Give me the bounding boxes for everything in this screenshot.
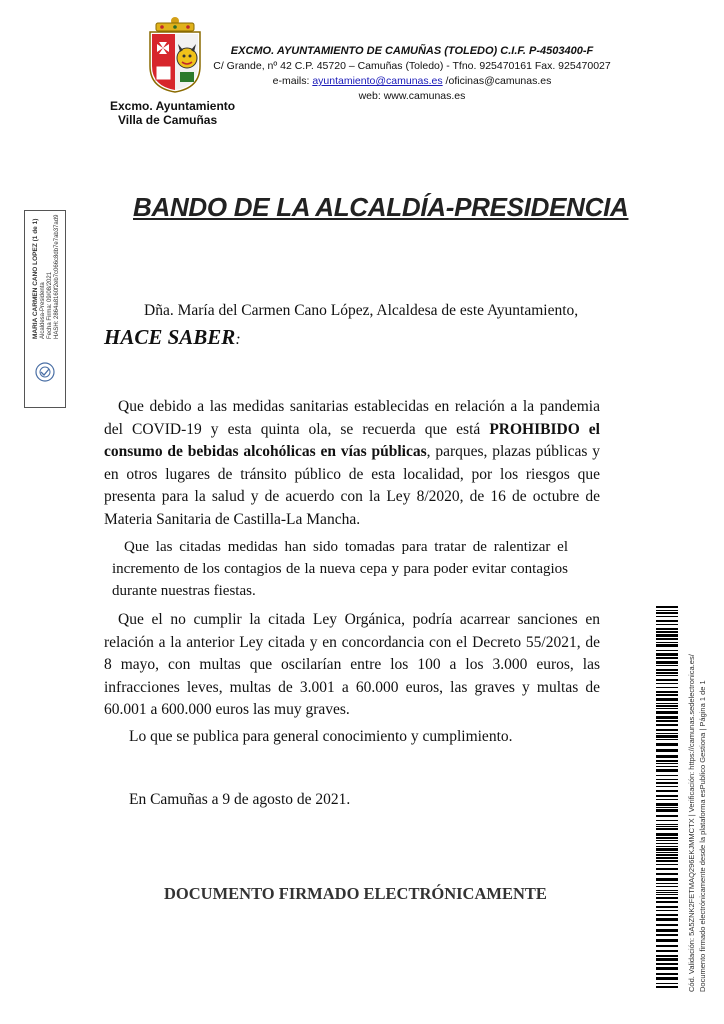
barcode-bar	[656, 840, 678, 841]
signed-statement: DOCUMENTO FIRMADO ELECTRÓNICAMENTE	[164, 884, 547, 903]
header-address: C/ Grande, nº 42 C.P. 45720 – Camuñas (Toledo) - Tfno. 925470161 Fax. 925470027	[213, 60, 611, 72]
paragraph-prohibition	[104, 396, 600, 531]
barcode-bar	[656, 729, 678, 731]
header-council-name: EXCMO. AYUNTAMIENTO DE CAMUÑAS (TOLEDO) C.I.F. P-4503400-F	[230, 45, 594, 57]
barcode-bar	[656, 703, 678, 704]
barcode-bar	[656, 683, 678, 684]
barcode-bar	[656, 675, 678, 676]
barcode-bar	[656, 661, 678, 664]
barcode-bar	[656, 620, 678, 622]
barcode-bar	[656, 779, 678, 780]
barcode-bar	[656, 977, 678, 980]
hace-saber-heading	[104, 325, 241, 350]
barcode-bar	[656, 983, 678, 984]
barcode-bar	[656, 963, 678, 965]
barcode-bar	[656, 857, 678, 859]
barcode-bar	[656, 924, 678, 926]
barcode-bar	[656, 795, 678, 797]
barcode-bar	[656, 739, 678, 740]
barcode-bar	[656, 612, 678, 614]
barcode-bar	[656, 711, 678, 714]
verification-code: Cód. Validación: 5A5ZNK2FETMAQ296EKJMMCTX | Verificación: https://camunas.sedelectronica.es/	[687, 654, 696, 992]
header-web: web: www.camunas.es	[358, 90, 466, 102]
barcode-bar	[656, 698, 678, 701]
barcode-bar	[656, 716, 678, 719]
barcode-bar	[656, 743, 678, 746]
barcode-bar	[656, 939, 678, 942]
barcode-bar	[656, 708, 678, 709]
barcode-bar	[656, 945, 678, 947]
barcode-bar	[656, 986, 678, 988]
barcode-bar	[656, 628, 678, 630]
barcode-bar	[656, 766, 678, 767]
barcode-bar	[656, 860, 678, 862]
barcode-bar	[656, 854, 678, 856]
barcode-bar	[656, 720, 678, 722]
paragraph-measures: Que las citadas medidas han sido tomadas para tratar de ralentizar el incremento de los contagios de la nueva cepa y para poder evitar contagios durante nuestras fiestas.	[112, 539, 568, 599]
barcode-bar	[656, 755, 678, 758]
barcode-bar	[656, 733, 678, 734]
page-title: BANDO DE LA ALCALDÍA-PRESIDENCIA	[133, 192, 629, 222]
barcode-bar	[656, 973, 678, 975]
email-link[interactable]: ayuntamiento@camunas.es	[312, 75, 443, 87]
barcode-bar	[656, 864, 678, 865]
date-line: En Camuñas a 9 de agosto de 2021.	[129, 791, 351, 808]
signer-role: Alcaldesa-Presidenta	[40, 282, 46, 339]
barcode-bar	[656, 873, 678, 875]
barcode-bar	[656, 799, 678, 800]
barcode-bar	[656, 749, 678, 752]
barcode-bar	[656, 642, 678, 643]
barcode-bar	[656, 897, 678, 899]
paragraph-sanctions: Que el no cumplir la citada Ley Orgánica, podría acarrear sanciones en relación a la anterior Ley citada y en concordancia con el Decreto 55/2021, de 8 mayo, con multas que oscilarían entre los 100 a los 3.000 euros, las infracciones leves, multas de 3.001 a 60.000 euros, las graves y multas de 60.001 a 600.000 euros las muy graves.	[104, 611, 600, 718]
header-emails	[196, 75, 628, 87]
barcode-bar	[656, 616, 678, 617]
barcode-bar	[656, 828, 678, 830]
barcode-bar	[656, 958, 678, 961]
hace-saber-text: HACE SABER	[104, 325, 236, 349]
barcode-bar	[656, 769, 678, 772]
barcode-bar	[656, 894, 678, 895]
barcode-bar	[656, 634, 678, 637]
barcode-bar	[656, 901, 678, 903]
barcode-bar	[656, 820, 678, 821]
barcode-bar	[656, 950, 678, 952]
signature-seal-icon	[34, 361, 56, 383]
barcode-bar	[656, 833, 678, 836]
barcode-bar	[656, 724, 678, 726]
para1-bold: PROHIBIDO el consumo de bebidas alcohólicas en vías públicas	[104, 420, 600, 460]
barcode-bar	[656, 815, 678, 817]
barcode-bar	[656, 846, 678, 847]
barcode-bar	[656, 910, 678, 911]
verification-platform: Documento firmado electrónicamente desde la plataforma esPublico Gestiona | Página 1 de 1	[698, 680, 707, 992]
barcode-bar	[656, 694, 678, 696]
barcode-bar	[656, 672, 678, 674]
barcode-bar	[656, 610, 678, 611]
paragraph-publication: Lo que se publica para general conocimiento y cumplimiento.	[129, 728, 513, 745]
barcode-bar	[656, 914, 678, 916]
para1-part2: , parques, plazas públicas y en otros lugares de tránsito público de esta localidad, por los riesgos que presenta para la salud y de acuerdo con la Ley 8/2020, de 16 de octubre de Materia Sanitaria de Castilla-La Mancha.	[104, 443, 600, 528]
barcode-bar	[656, 967, 678, 970]
hace-saber-colon: :	[235, 331, 241, 348]
signature-box	[24, 210, 66, 408]
barcode-bar	[656, 852, 678, 853]
barcode-bar	[656, 918, 678, 921]
logo-line-2: Villa de Camuñas	[118, 113, 218, 127]
barcode-bar	[656, 809, 678, 812]
barcode-bar	[656, 763, 678, 764]
barcode	[656, 606, 678, 992]
barcode-bar	[656, 803, 678, 806]
barcode-bar	[656, 892, 678, 893]
email-secondary: /oficinas@camunas.es	[442, 75, 552, 87]
signature-date: Fecha Firma: 09/08/2021	[47, 271, 53, 339]
barcode-bar	[656, 826, 678, 827]
barcode-bar	[656, 890, 678, 891]
barcode-bar	[656, 624, 678, 625]
barcode-bar	[656, 807, 678, 808]
barcode-bar	[656, 669, 678, 671]
barcode-bar	[656, 775, 678, 776]
barcode-bar	[656, 631, 678, 633]
barcode-bar	[656, 638, 678, 640]
emails-label: e-mails:	[272, 75, 313, 87]
barcode-bar	[656, 868, 678, 870]
barcode-bar	[656, 760, 678, 762]
barcode-bar	[656, 735, 678, 738]
barcode-bar	[656, 705, 678, 707]
barcode-bar	[656, 843, 678, 844]
intro-line: Dña. María del Carmen Cano López, Alcaldesa de este Ayuntamiento,	[144, 302, 579, 319]
barcode-bar	[656, 644, 678, 647]
barcode-bar	[656, 790, 678, 792]
para1-part1: Que debido a las medidas sanitarias establecidas en relación a la pandemia del COVID-19 y esta quinta ola, se recuerda que está	[104, 398, 600, 438]
barcode-bar	[656, 679, 678, 681]
barcode-bar	[656, 665, 678, 666]
barcode-bar	[656, 955, 678, 957]
barcode-bar	[656, 837, 678, 839]
barcode-bar	[656, 878, 678, 881]
barcode-bar	[656, 906, 678, 908]
barcode-bar	[656, 653, 678, 656]
logo-line-1: Excmo. Ayuntamiento	[110, 99, 236, 113]
barcode-bar	[656, 606, 678, 608]
barcode-bar	[656, 824, 678, 825]
barcode-bar	[656, 782, 678, 784]
signer-name: MARIA CARMEN CANO LOPEZ (1 de 1)	[32, 218, 39, 339]
barcode-bar	[656, 934, 678, 936]
barcode-bar	[656, 848, 678, 851]
signature-hash: HASH: 2864a8160f2eb7c066c8db7e7ab37ad9	[54, 214, 60, 339]
barcode-bar	[656, 786, 678, 787]
barcode-bar	[656, 886, 678, 887]
barcode-bar	[656, 650, 678, 651]
barcode-bar	[656, 687, 678, 688]
barcode-bar	[656, 929, 678, 932]
barcode-bar	[656, 883, 678, 884]
barcode-bar	[656, 657, 678, 659]
barcode-bar	[656, 691, 678, 693]
